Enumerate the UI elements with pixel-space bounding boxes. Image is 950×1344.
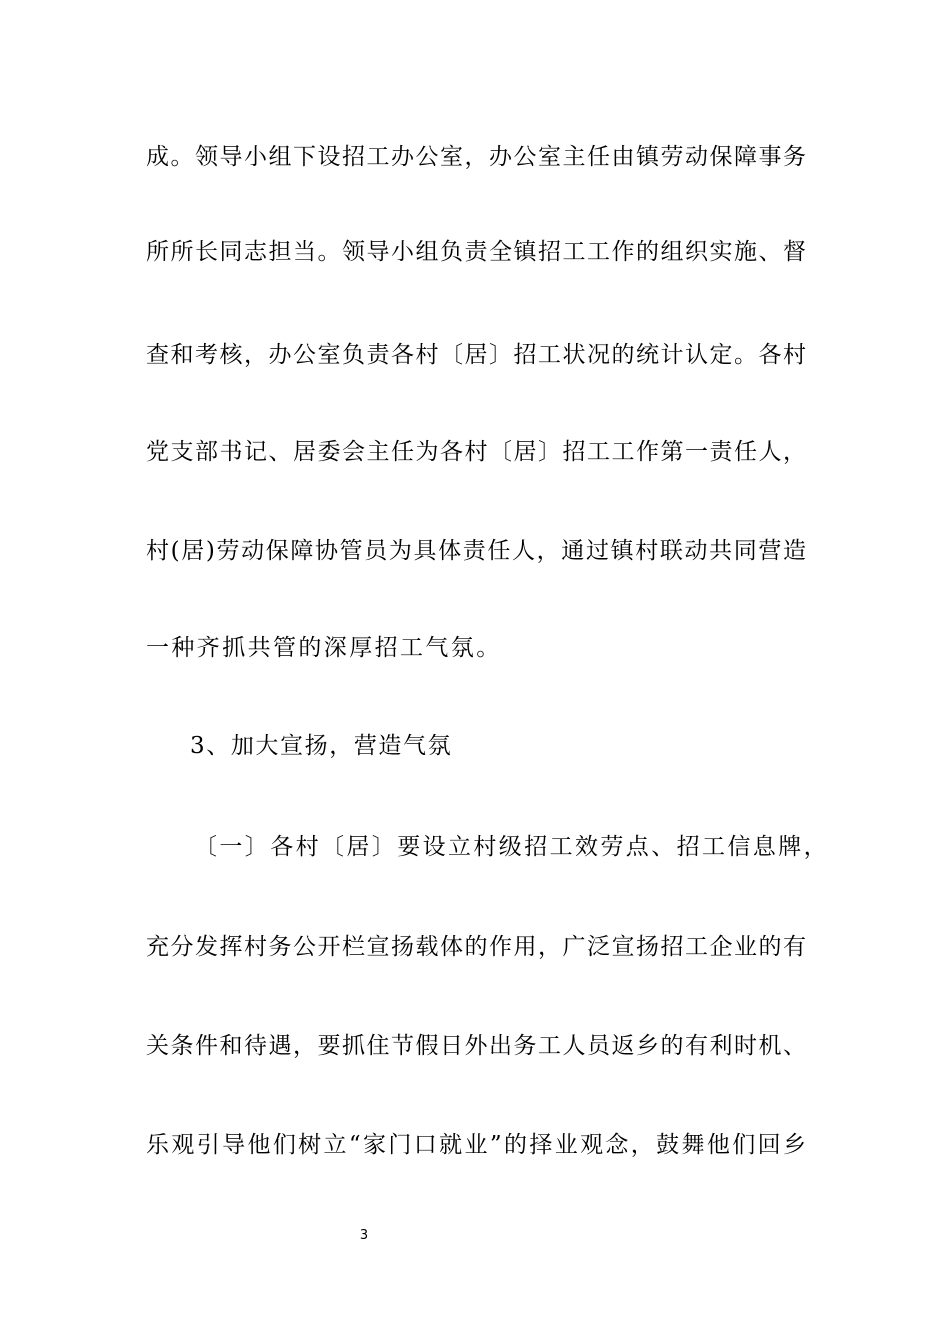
paragraph-line-11: 乐观引导他们树立“家门口就业”的择业观念，鼓舞他们回乡: [146, 1132, 806, 1158]
paragraph-line-9: 充分发挥村务公开栏宣扬载体的作用，广泛宣扬招工企业的有: [146, 934, 806, 960]
paragraph-line-3: 查和考核，办公室负责各村〔居〕招工状况的统计认定。各村: [146, 342, 806, 368]
paragraph-line-5: 村(居)劳动保障协管员为具体责任人，通过镇村联动共同营造: [146, 538, 806, 564]
paragraph-line-8: 〔一〕各村〔居〕要设立村级招工效劳点、招工信息牌，: [194, 834, 829, 860]
paragraph-line-6: 一种齐抓共管的深厚招工气氛。: [146, 635, 502, 661]
paragraph-line-10: 关条件和待遇，要抓住节假日外出务工人员返乡的有利时机、: [146, 1033, 806, 1059]
paragraph-line-1: 成。领导小组下设招工办公室，办公室主任由镇劳动保障事务: [146, 144, 806, 170]
section-heading: 3、加大宣扬，营造气氛: [190, 733, 453, 759]
paragraph-line-2: 所所长同志担当。领导小组负责全镇招工工作的组织实施、督: [146, 239, 806, 265]
paragraph-line-4: 党支部书记、居委会主任为各村〔居〕招工工作第一责任人，: [146, 439, 806, 465]
page-number: 3: [359, 1228, 369, 1243]
